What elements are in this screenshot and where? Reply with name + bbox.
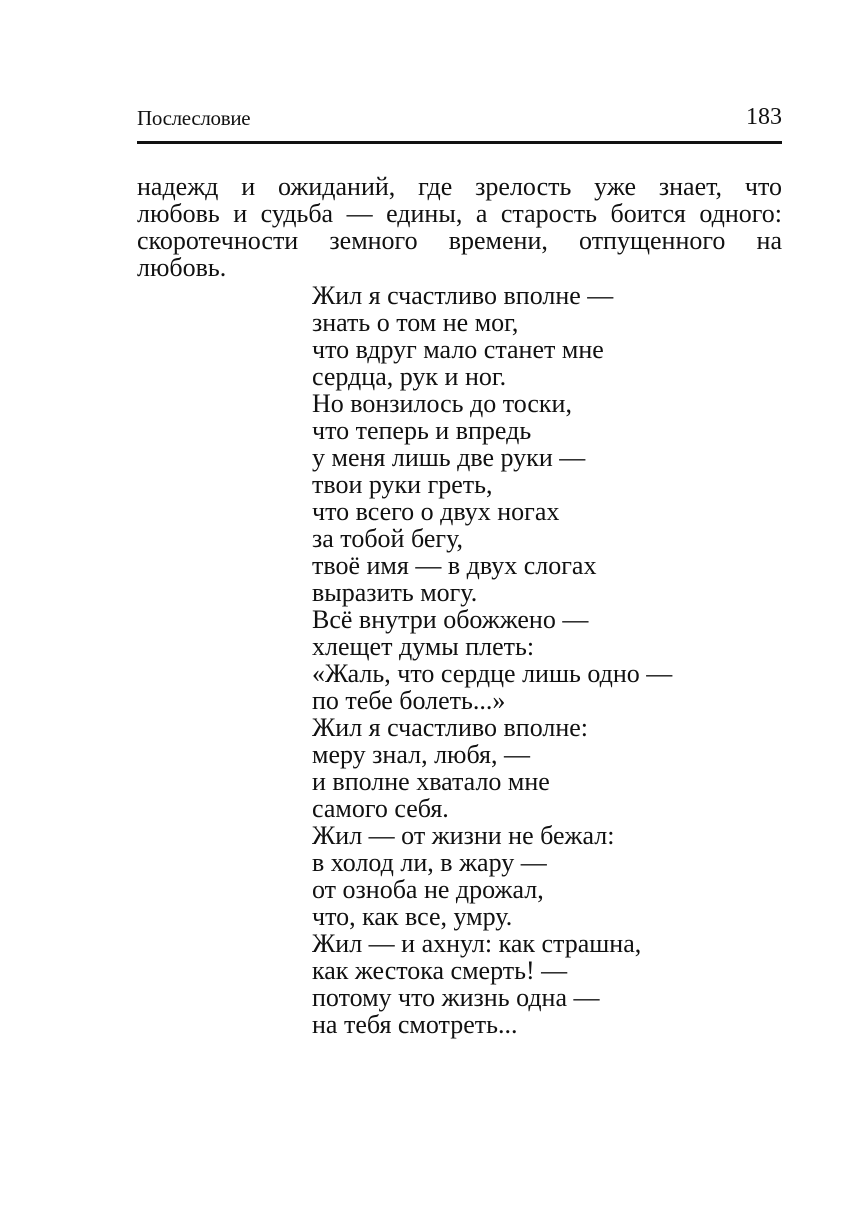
poem-line: знать о том не мог, (312, 308, 519, 337)
poem-line: выразить могу. (312, 578, 478, 607)
poem-line: Жил я счастливо вполне — (312, 281, 614, 310)
prose-line: надежд и ожиданий, где зрелость уже знает, что (137, 172, 782, 201)
poem-line: хлещет думы плеть: (312, 632, 535, 661)
poem-line: потому что жизнь одна — (312, 983, 600, 1012)
poem-line: что теперь и впредь (312, 416, 532, 445)
poem-line: у меня лишь две руки — (312, 443, 586, 472)
poem-line: сердца, рук и ног. (312, 362, 507, 391)
poem-line: Жил я счастливо вполне: (312, 713, 589, 742)
section-title: Послесловие (137, 106, 251, 130)
poem-line: от озноба не дрожал, (312, 875, 544, 904)
poem-line: по тебе болеть...» (312, 686, 506, 715)
poem-line: Жил — и ахнул: как страшна, (312, 929, 642, 958)
poem-line: в холод ли, в жару — (312, 848, 547, 877)
poem-line: что вдруг мало станет мне (312, 335, 604, 364)
poem-line: твоё имя — в двух слогах (312, 551, 597, 580)
poem-line: Всё внутри обожжено — (312, 605, 589, 634)
prose-paragraph (137, 173, 782, 281)
poem-line: что, как все, умру. (312, 902, 513, 931)
page-number: 183 (746, 104, 782, 130)
poem-line: за тобой бегу, (312, 524, 463, 553)
running-header (137, 104, 782, 136)
poem-line: что всего о двух ногах (312, 497, 560, 526)
poem-line: как жестока смерть! — (312, 956, 568, 985)
prose-line: любовь. (137, 253, 227, 282)
prose-line: скоротечности земного времени, отпущенного на (137, 226, 782, 255)
poem-line: меру знал, любя, — (312, 740, 531, 769)
poem-line: Жил — от жизни не бежал: (312, 821, 615, 850)
poem-line: и вполне хватало мне (312, 767, 550, 796)
poem-line: твои руки греть, (312, 470, 493, 499)
poem-line: «Жаль, что сердце лишь одно — (312, 659, 673, 688)
poem-line: Но вонзилось до тоски, (312, 389, 572, 418)
prose-line: любовь и судьба — едины, а старость боится одного: (137, 199, 782, 228)
poem (312, 282, 672, 1038)
poem-line: на тебя смотреть... (312, 1010, 518, 1039)
header-rule (137, 141, 782, 144)
poem-line: самого себя. (312, 794, 449, 823)
